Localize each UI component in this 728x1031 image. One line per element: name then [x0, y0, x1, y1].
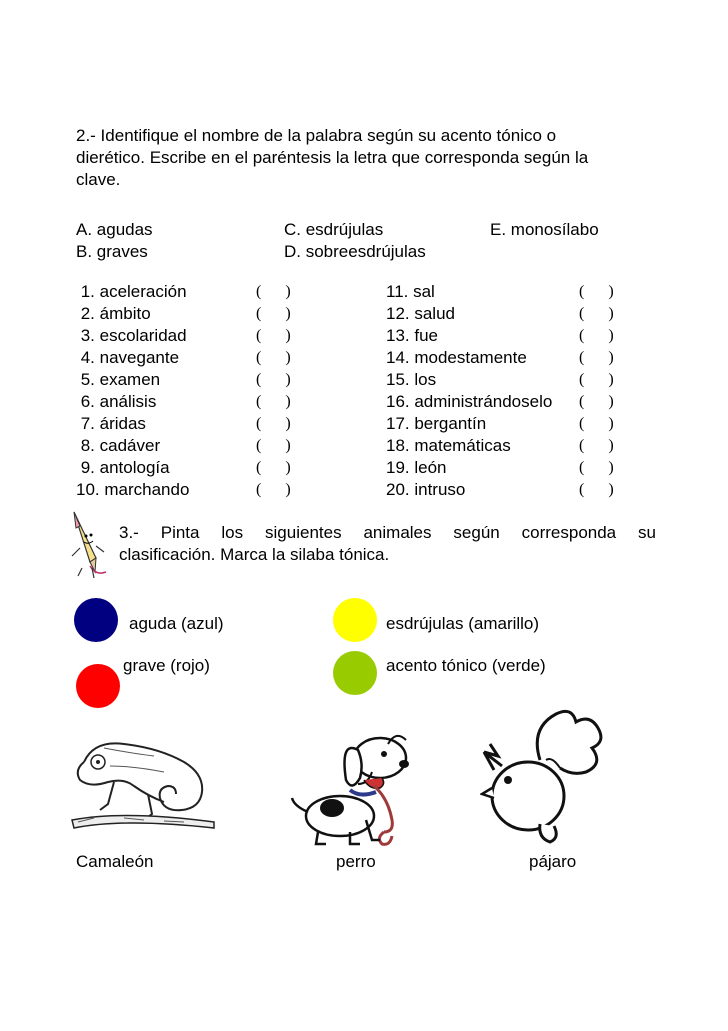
answer-parentheses[interactable]: ( ): [579, 459, 614, 476]
bird-icon: [480, 708, 610, 846]
answer-parentheses[interactable]: ( ): [256, 371, 291, 388]
answer-parentheses[interactable]: ( ): [579, 371, 614, 388]
answer-parentheses[interactable]: ( ): [579, 327, 614, 344]
instructions-line-1: 2.- Identifique el nombre de la palabra según su acento tónico o: [76, 126, 557, 145]
word-item: 3. escolaridad: [76, 326, 187, 345]
section-3-line-1: 3.- Pinta los siguientes animales según corresponda su: [119, 523, 656, 542]
word-item: 1. aceleración: [76, 282, 187, 301]
answer-parentheses[interactable]: ( ): [579, 415, 614, 432]
word-item: 10. marchando: [76, 480, 190, 499]
word-item: 16. administrándoselo: [386, 392, 553, 411]
answer-parentheses[interactable]: ( ): [256, 415, 291, 432]
pencil-icon: [66, 506, 110, 580]
answer-parentheses[interactable]: ( ): [579, 393, 614, 410]
answer-parentheses[interactable]: ( ): [579, 305, 614, 322]
word-item: 4. navegante: [76, 348, 180, 367]
key-c: C. esdrújulas: [284, 220, 384, 239]
word-item: 2. ámbito: [76, 304, 151, 323]
word-item: 8. cadáver: [76, 436, 161, 455]
answer-parentheses[interactable]: ( ): [579, 349, 614, 366]
section-3: [119, 522, 656, 566]
blue-circle: [74, 598, 118, 642]
word-item: 17. bergantín: [386, 414, 487, 433]
word-item: 9. antología: [76, 458, 170, 477]
word-item: 19. león: [386, 458, 447, 477]
legend-aguda-label: aguda (azul): [129, 614, 224, 633]
answer-parentheses[interactable]: ( ): [256, 459, 291, 476]
dog-icon: [288, 720, 438, 850]
green-circle: [333, 651, 377, 695]
section-3-line-2: clasificación. Marca la silaba tónica.: [119, 545, 390, 564]
word-item: 15. los: [386, 370, 437, 389]
answer-parentheses[interactable]: ( ): [256, 437, 291, 454]
key-e: E. monosílabo: [490, 220, 599, 239]
instructions-line-2: dierético. Escribe en el paréntesis la letra que corresponda según la: [76, 148, 589, 167]
answer-parentheses[interactable]: ( ): [256, 481, 291, 498]
answer-parentheses[interactable]: ( ): [256, 327, 291, 344]
answer-parentheses[interactable]: ( ): [256, 283, 291, 300]
word-item: 20. intruso: [386, 480, 466, 499]
word-item: 13. fue: [386, 326, 438, 345]
legend-esdrujulas-label: esdrújulas (amarillo): [386, 614, 540, 633]
word-item: 18. matemáticas: [386, 436, 511, 455]
caption-camaleon: Camaleón: [76, 852, 154, 871]
word-item: 7. áridas: [76, 414, 146, 433]
caption-perro: perro: [336, 852, 376, 871]
legend-grave-label: grave (rojo): [123, 656, 210, 675]
word-item: 14. modestamente: [386, 348, 527, 367]
word-item: 11. sal: [386, 282, 435, 301]
word-item: 5. examen: [76, 370, 161, 389]
key-a: A. agudas: [76, 220, 153, 239]
key-d: D. sobreesdrújulas: [284, 242, 426, 261]
instructions: [76, 125, 656, 191]
answer-parentheses[interactable]: ( ): [579, 437, 614, 454]
word-item: 6. análisis: [76, 392, 157, 411]
answer-parentheses[interactable]: ( ): [579, 283, 614, 300]
instructions-line-3: clave.: [76, 170, 121, 189]
answer-parentheses[interactable]: ( ): [579, 481, 614, 498]
red-circle: [76, 664, 120, 708]
legend-acento-label: acento tónico (verde): [386, 656, 546, 675]
chameleon-icon: [64, 722, 224, 844]
key-b: B. graves: [76, 242, 148, 261]
answer-parentheses[interactable]: ( ): [256, 305, 291, 322]
yellow-circle: [333, 598, 377, 642]
answer-parentheses[interactable]: ( ): [256, 393, 291, 410]
caption-pajaro: pájaro: [529, 852, 577, 871]
answer-parentheses[interactable]: ( ): [256, 349, 291, 366]
word-item: 12. salud: [386, 304, 455, 323]
